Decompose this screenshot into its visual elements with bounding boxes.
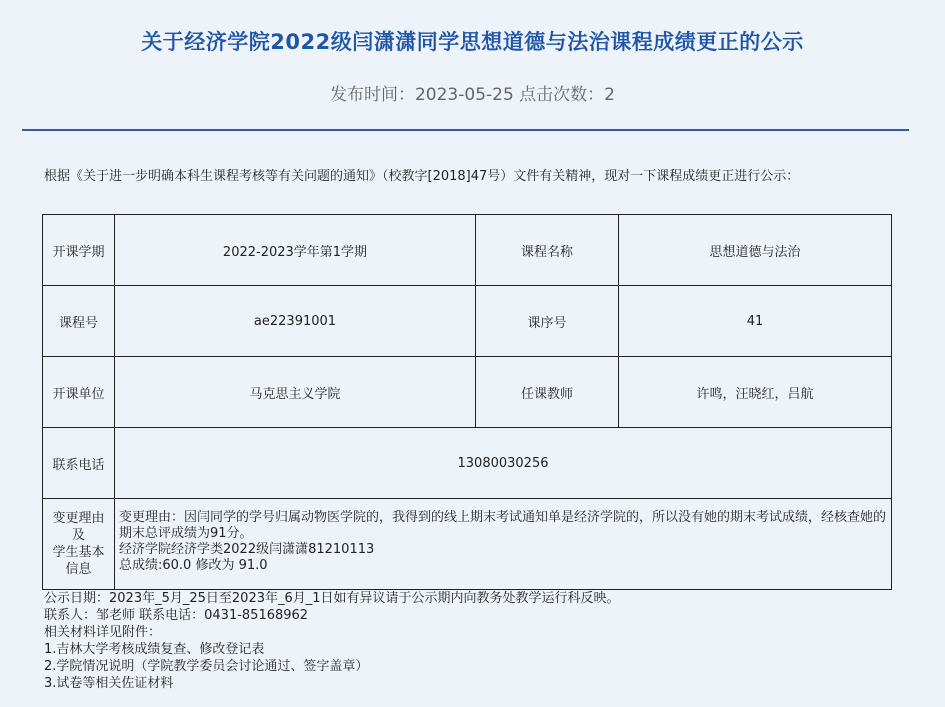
reason-label-line: 学生基本 [52,545,105,560]
reason-content [115,499,892,590]
phone-value: 13080030256 [115,428,892,499]
table-row [43,357,892,428]
intro-paragraph: 根据《关于进一步明确本科生课程考核等有关问题的通知》（校教字[2018]47号）文件有关精神，现对一下课程成绩更正进行公示： [44,169,800,184]
course-no-label: 课程号 [43,286,115,357]
page-title: 关于经济学院2022级闫潇潇同学思想道德与法治课程成绩更正的公示 [141,30,804,54]
student-info: 经济学院经济学类2022级闫潇潇81210113 [119,542,375,557]
attachment-item: 1.吉林大学考核成绩复查、修改登记表 [44,642,265,657]
score-change: 总成绩:60.0 修改为 91.0 [119,558,268,573]
course-name-label: 课程名称 [476,215,619,286]
table-row [43,286,892,357]
term-value: 2022-2023学年第1学期 [115,215,476,286]
attachment-item: 2.学院情况说明（学院教学委员会讨论通过、签字盖章） [44,659,369,674]
notice-footer [44,590,904,692]
publish-info: 发布时间：2023-05-25 点击次数：2 [329,85,615,105]
course-no-value: ae22391001 [115,286,476,357]
reason-label-line: 信息 [65,562,92,577]
table-row [43,499,892,590]
phone-label: 联系电话 [43,428,115,499]
reason-label [43,499,115,590]
course-name-value: 思想道德与法治 [619,215,892,286]
teacher-value: 许鸣，汪晓红，吕航 [619,357,892,428]
attachment-item: 3.试卷等相关佐证材料 [44,676,174,691]
table-row [43,215,892,286]
reason-label-line: 及 [71,528,85,543]
grade-correction-table [42,214,892,590]
seq-label: 课序号 [476,286,619,357]
seq-value: 41 [619,286,892,357]
unit-label: 开课单位 [43,357,115,428]
reason-label-line: 变更理由 [52,511,105,526]
reason-text: 变更理由：因闫同学的学号归属动物医学院的，我得到的线上期末考试通知单是经济学院的，所以没有她的期末考试成绩，经核查她的期末总评成绩为91分。 [119,510,887,541]
teacher-label: 任课教师 [476,357,619,428]
attachments-title: 相关材料详见附件： [44,625,162,640]
divider [22,129,909,131]
unit-value: 马克思主义学院 [115,357,476,428]
contact-info: 联系人：邹老师 联系电话：0431-85168962 [44,608,309,623]
notice-period: 公示日期：2023年_5月_25日至2023年_6月_1日如有异议请于公示期内向教务处教学运行科反映。 [44,591,620,606]
term-label: 开课学期 [43,215,115,286]
table-row [43,428,892,499]
